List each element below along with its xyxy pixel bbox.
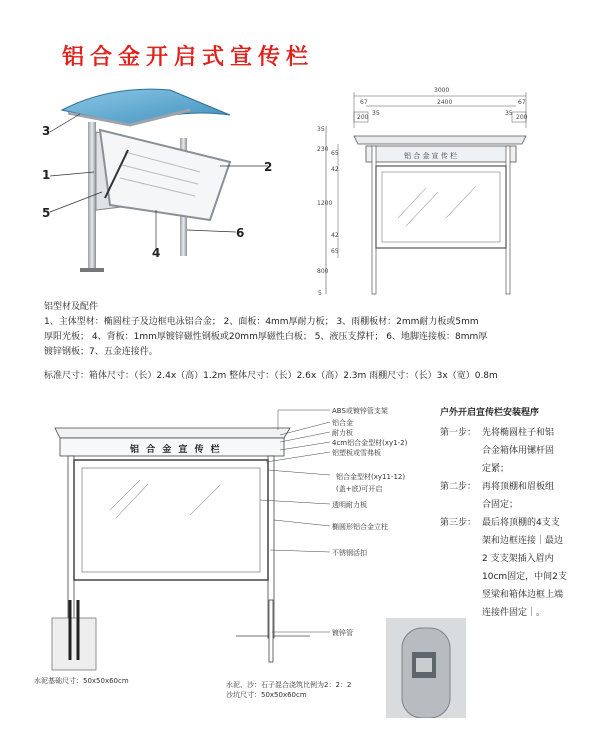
label-oval-post: 椭圆形铝合金立柱	[332, 523, 388, 531]
step-line: 合金箱体用镙杆固	[482, 446, 555, 456]
step-line: 10cm固定，中间2支	[482, 572, 567, 582]
install-step	[440, 424, 590, 478]
dim-h42b: 42	[331, 232, 339, 239]
label-pc-board: 耐力板	[332, 429, 353, 437]
step-key: 第三步：	[440, 518, 477, 528]
materials-line-2: 厚阳光板； 4、背板：1mm厚镀锌磁性钢板或20mm厚磁性白板； 5、液压支撑杆； 6、地脚连接板：8mm厚	[44, 332, 488, 342]
callout-2: 2	[264, 160, 273, 174]
dim-h42a: 42	[331, 166, 339, 173]
materials-line-1: 1、主体型材：椭圆柱子及边框电泳铝合金； 2、面板：4mm厚耐力板； 3、雨棚板材：2mm耐力板或5mm	[44, 317, 479, 327]
base-mid-caption-2: 沙坑尺寸：50x50x60cm	[226, 691, 307, 699]
standard-sizes: 标准尺寸：箱体尺寸：（长）2.4x（高）1.2m 整体尺寸：（长）2.6x（高）2.3m 雨棚尺寸：（长）3x（宽）0.8m	[44, 371, 498, 381]
install-step	[440, 514, 590, 622]
callout-4: 4	[152, 246, 161, 260]
step-key: 第一步：	[440, 428, 477, 438]
materials-block	[44, 300, 584, 360]
dim-side-b: 67	[518, 99, 526, 106]
step-line: 再将顶棚和眉板组	[482, 482, 555, 492]
step-line: 2 支支架插入眉内	[482, 554, 554, 564]
install-heading: 户外开启宣传栏安装程序	[440, 408, 540, 418]
dim-left-35: 35	[372, 110, 380, 117]
dim-right-200: 200	[516, 114, 528, 121]
label-openable: (盖+底)可开启	[336, 485, 383, 493]
label-transparent-board: 透明耐力板	[332, 501, 367, 509]
connector-photo	[386, 618, 466, 718]
dim-h5: 5	[318, 290, 322, 297]
callout-3: 3	[42, 124, 51, 138]
dim-h35: 35	[317, 126, 325, 133]
open-panel	[100, 130, 230, 220]
front-sign-text: 铝 合 金 宣 传 栏	[404, 152, 458, 160]
label-aluminum-plastic: 铝塑板或雪弗板	[332, 449, 381, 457]
dim-h800: 800	[317, 268, 329, 275]
dim-h65b: 65	[331, 248, 339, 255]
callout-5: 5	[42, 206, 51, 220]
dim-inner: 2400	[437, 99, 453, 106]
dim-total: 3000	[434, 87, 450, 94]
callout-6: 6	[236, 226, 245, 240]
materials-heading: 铝型材及配件	[44, 302, 99, 312]
concrete-base	[52, 618, 96, 670]
page-title: 铝合金开启式宣传栏	[62, 44, 315, 70]
dim-h230: 230	[317, 146, 329, 153]
step-key: 第二步：	[440, 482, 477, 492]
label-profile-xy11: 铝合金型材(xy11-12)	[336, 473, 406, 481]
callout-1: 1	[42, 168, 51, 182]
step-line: 连接件固定｜。	[482, 608, 546, 618]
materials-line-3: 镀锌钢板；7、五金连接件。	[44, 347, 158, 357]
label-aluminum: 铝合金	[332, 419, 353, 427]
product-illustration	[30, 80, 300, 280]
dim-h1200: 1200	[317, 200, 333, 207]
install-step	[440, 478, 590, 514]
step-line: 合固定；	[482, 500, 519, 510]
dim-side-a: 67	[360, 99, 368, 106]
dim-right-35: 35	[505, 110, 513, 117]
base-mid-caption-1: 水泥、沙：石子混合浇筑比例为2：2：2	[226, 681, 352, 689]
step-line: 竖梁和箱体边框上端	[482, 590, 564, 600]
step-line: 最后将顶棚的4支支	[482, 518, 560, 528]
label-galvanized-pipe: 镀锌管	[332, 629, 353, 637]
dim-h65a: 65	[331, 150, 339, 157]
dim-left-200: 200	[357, 114, 369, 121]
step-line: 先将椭圆柱子和铝	[482, 428, 555, 438]
label-abs-bracket: ABS或镀锌管支架	[332, 407, 388, 415]
base-left-caption: 水泥基础尺寸：50x50x60cm	[34, 677, 129, 685]
install-steps	[440, 424, 590, 622]
detail-sign-text: 铝 合 金 宣 传 栏	[130, 445, 222, 455]
label-steel-clip: 不锈钢活扣	[332, 549, 367, 557]
step-line: 定紧；	[482, 464, 510, 474]
step-line: 架和边框连接｜最边	[482, 536, 564, 546]
label-4cm-profile: 4cm铝合金型材(xy1-2)	[332, 439, 408, 447]
